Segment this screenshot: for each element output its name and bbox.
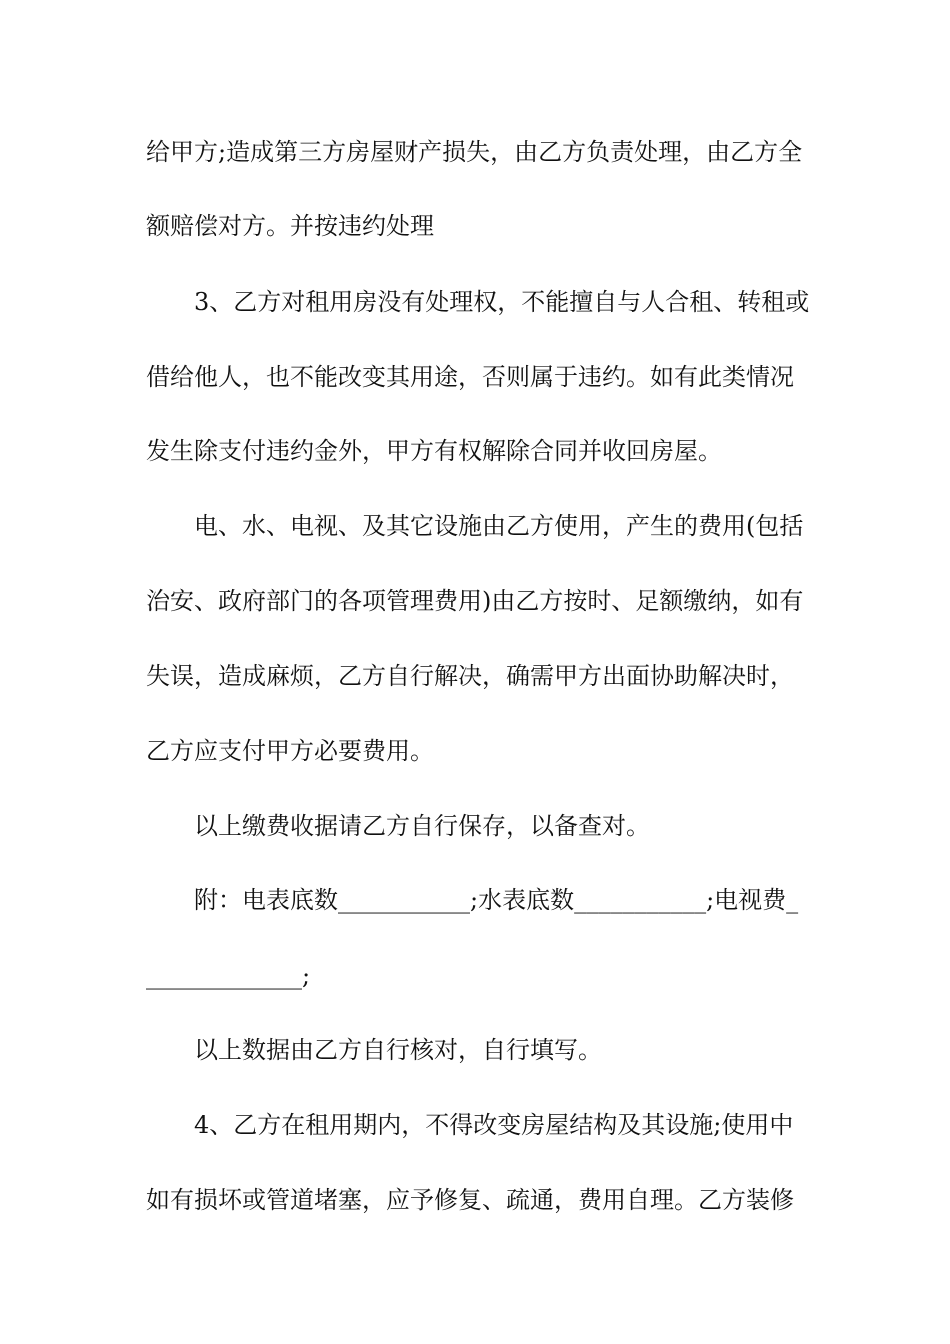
text-line: 失误，造成麻烦，乙方自行解决，确需甲方出面协助解决时， [146,662,794,690]
receipt-note-line: 以上缴费收据请乙方自行保存，以备查对。 [194,812,650,840]
meter-readings-blank-line: _____________; [146,962,311,990]
meter-readings-line: 附：电表底数___________;水表底数___________;电视费_ [194,886,799,914]
clause-4-line: 4、乙方在租用期内，不得改变房屋结构及其设施;使用中 [194,1111,794,1139]
text-line: 给甲方;造成第三方房屋财产损失，由乙方负责处理，由乙方全 [146,138,803,166]
utilities-paragraph-line: 电、水、电视、及其它设施由乙方使用，产生的费用(包括 [194,512,804,540]
text-line: 治安、政府部门的各项管理费用)由乙方按时、足额缴纳，如有 [146,587,804,615]
clause-3-line: 3、乙方对租用房没有处理权，不能擅自与人合租、转租或 [194,288,810,316]
text-line: 发生除支付违约金外，甲方有权解除合同并收回房屋。 [146,437,722,465]
text-line: 如有损坏或管道堵塞，应予修复、疏通，费用自理。乙方装修 [146,1186,794,1214]
data-check-line: 以上数据由乙方自行核对，自行填写。 [194,1036,602,1064]
text-line: 额赔偿对方。并按违约处理 [146,212,434,240]
text-line: 借给他人，也不能改变其用途，否则属于违约。如有此类情况 [146,363,794,391]
text-line: 乙方应支付甲方必要费用。 [146,737,434,765]
